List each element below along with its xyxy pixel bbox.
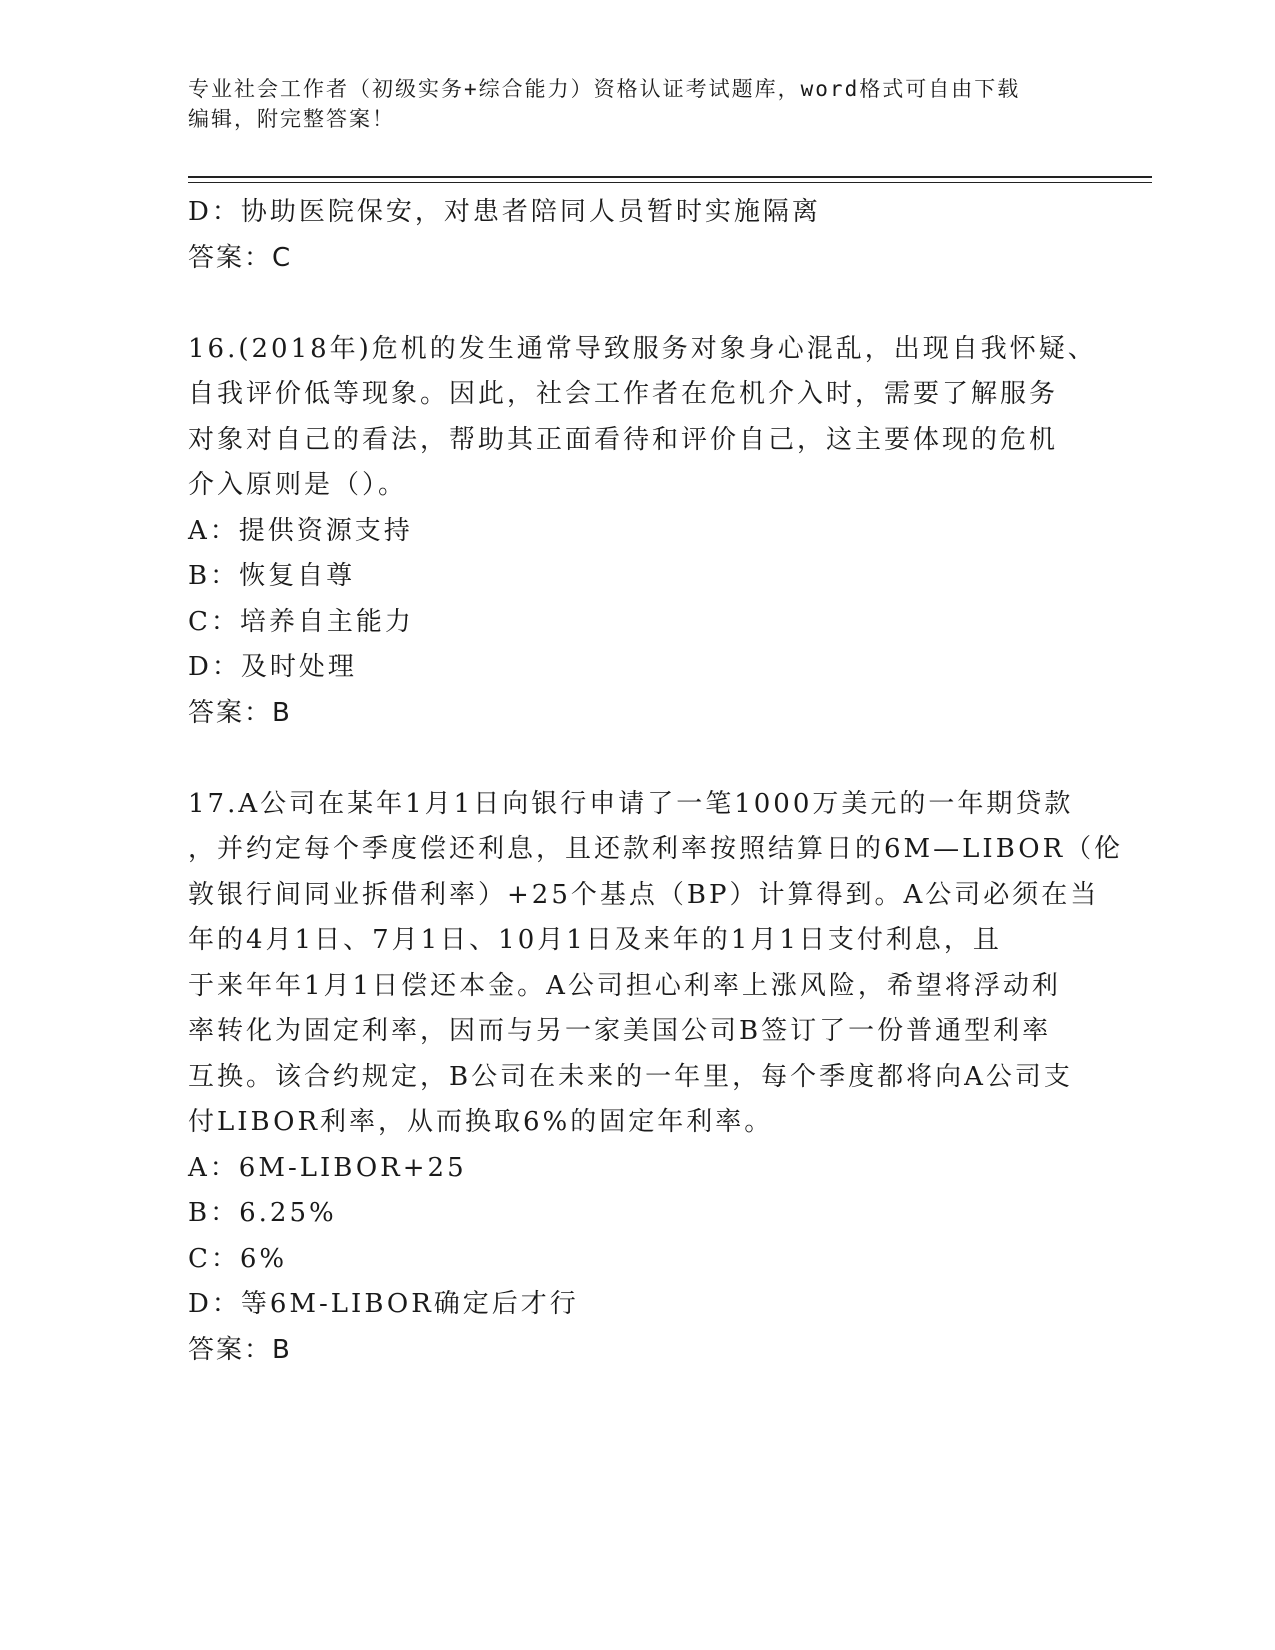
- question-16: [188, 327, 1097, 737]
- option-d: D：等6M-LIBOR确定后才行: [188, 1289, 579, 1319]
- option-c: C：6%: [188, 1243, 288, 1274]
- header-rule-thick: [188, 176, 1152, 178]
- answer-line: 答案：B: [188, 697, 292, 728]
- question-stem-line: ，并约定每个季度偿还利息，且还款利率按照结算日的6M—LIBOR（伦: [188, 834, 1124, 864]
- spacer: [188, 736, 1088, 782]
- question-stem-line: 敦银行间同业拆借利率）+25个基点（BP）计算得到。A公司必须在当: [188, 879, 1100, 910]
- header-rule-thin: [188, 182, 1152, 183]
- document-body: [188, 190, 1124, 1373]
- question-17: [188, 782, 1124, 1374]
- question-stem-line: 对象对自己的看法，帮助其正面看待和评价自己，这主要体现的危机: [188, 424, 1059, 455]
- option-a: A：6M-LIBOR+25: [188, 1152, 467, 1183]
- header-line-2: 编辑，附完整答案！: [188, 107, 395, 131]
- spacer: [188, 281, 1088, 327]
- question-stem-line: 16.(2018年)危机的发生通常导致服务对象身心混乱，出现自我怀疑、: [188, 333, 1097, 364]
- page-header: [188, 74, 1088, 134]
- answer-line: 答案：B: [188, 1334, 292, 1365]
- answer-line: 答案：C: [188, 242, 293, 273]
- option-d: D：协助医院保安，对患者陪同人员暂时实施隔离: [188, 197, 821, 227]
- option-a: A：提供资源支持: [188, 515, 413, 546]
- option-c: C：培养自主能力: [188, 606, 414, 637]
- question-stem-line: 付LIBOR利率，从而换取6%的固定年利率。: [188, 1107, 774, 1137]
- header-line-1: 专业社会工作者（初级实务+综合能力）资格认证考试题库，word格式可自由下载: [188, 77, 1021, 101]
- question-stem-line: 率转化为固定利率，因而与另一家美国公司B签订了一份普通型利率: [188, 1016, 1052, 1046]
- question-stem-line: 自我评价低等现象。因此，社会工作者在危机介入时，需要了解服务: [188, 379, 1059, 409]
- question-stem-line: 互换。该合约规定，B公司在未来的一年里，每个季度都将向A公司支: [188, 1061, 1073, 1092]
- option-b: B：6.25%: [188, 1198, 337, 1228]
- question-stem-line: 年的4月1日、7月1日、10月1日及来年的1月1日支付利息，且: [188, 925, 1002, 955]
- option-b: B：恢复自尊: [188, 561, 356, 591]
- question-stem-line: 17.A公司在某年1月1日向银行申请了一笔1000万美元的一年期贷款: [188, 788, 1074, 819]
- previous-question-tail: [188, 190, 1088, 281]
- option-d: D：及时处理: [188, 652, 357, 682]
- question-stem-line: 于来年年1月1日偿还本金。A公司担心利率上涨风险，希望将浮动利: [188, 970, 1061, 1001]
- question-stem-line: 介入原则是（）。: [188, 470, 408, 500]
